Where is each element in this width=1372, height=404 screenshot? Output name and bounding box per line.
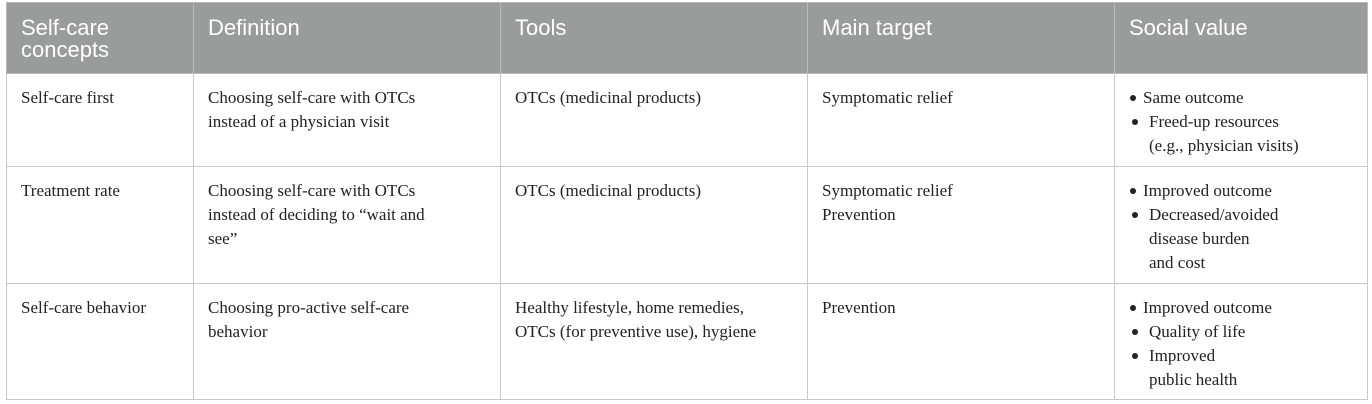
bullet-text: Decreased/avoided	[1149, 204, 1279, 224]
text-line: Choosing self-care with OTCs	[208, 180, 416, 200]
header-tools: Tools	[501, 3, 808, 74]
cell-main-target	[808, 74, 1115, 167]
bullet-text: Improved outcome	[1143, 180, 1272, 200]
text-line: OTCs (for preventive use), hygiene	[515, 322, 757, 342]
bullet-text: and cost	[1149, 252, 1206, 272]
text-line: instead of a physician visit	[208, 112, 390, 131]
text-line: see”	[208, 228, 238, 248]
cell-tools	[501, 74, 808, 167]
bullet-text: public health	[1149, 370, 1238, 390]
cell-main-target	[808, 284, 1115, 400]
bullet-icon	[1132, 329, 1138, 335]
list-item	[1129, 296, 1353, 320]
bullet-icon	[1130, 95, 1136, 101]
cell-tools	[501, 166, 808, 284]
cell-main-target	[808, 166, 1115, 284]
table-row	[7, 166, 1368, 284]
bullet-icon	[1130, 188, 1136, 194]
bullet-list	[1129, 296, 1353, 392]
cell-definition	[194, 74, 501, 167]
bullet-icon	[1132, 212, 1138, 218]
bullet-list	[1129, 179, 1353, 275]
bullet-icon	[1132, 353, 1138, 359]
text-line: OTCs (medicinal products)	[515, 88, 702, 107]
header-social-value: Social value	[1115, 3, 1368, 74]
cell-concept: Self-care first	[7, 74, 194, 167]
header-main-target: Main target	[808, 3, 1115, 74]
text-line: Prevention	[822, 298, 896, 318]
cell-definition	[194, 166, 501, 284]
table-row	[7, 284, 1368, 400]
cell-social-value	[1115, 284, 1368, 400]
bullet-icon	[1130, 305, 1136, 311]
bullet-icon	[1132, 119, 1138, 125]
bullet-text: disease burden	[1149, 228, 1250, 248]
header-line: Self-care concepts	[21, 15, 110, 62]
header-row	[7, 3, 1368, 74]
list-item	[1129, 179, 1353, 203]
cell-social-value	[1115, 74, 1368, 167]
header-definition: Definition	[194, 3, 501, 74]
bullet-text: Freed-up resources	[1149, 112, 1279, 131]
list-item	[1129, 110, 1353, 158]
text-line: behavior	[208, 322, 268, 342]
bullet-text: Quality of life	[1149, 322, 1246, 342]
cell-concept: Self-care behavior	[7, 284, 194, 400]
text-line: Prevention	[822, 204, 896, 224]
cell-concept: Treatment rate	[7, 166, 194, 284]
bullet-text: Improved	[1149, 346, 1216, 366]
bullet-text: Same outcome	[1143, 88, 1244, 107]
cell-social-value	[1115, 166, 1368, 284]
text-line: Symptomatic relief	[822, 88, 953, 107]
table-row	[7, 74, 1368, 167]
bullet-text: (e.g., physician visits)	[1149, 136, 1299, 155]
header-self-care-concepts	[7, 3, 194, 74]
text-line: Healthy lifestyle, home remedies,	[515, 298, 744, 318]
bullet-text: Improved outcome	[1143, 298, 1272, 318]
list-item	[1129, 203, 1353, 275]
cell-tools	[501, 284, 808, 400]
list-item	[1129, 86, 1353, 110]
self-care-table	[6, 2, 1368, 400]
cell-definition	[194, 284, 501, 400]
list-item	[1129, 344, 1353, 392]
bullet-list	[1129, 86, 1353, 158]
text-line: OTCs (medicinal products)	[515, 180, 702, 200]
list-item	[1129, 320, 1353, 344]
text-line: instead of deciding to “wait and	[208, 204, 425, 224]
text-line: Choosing pro-active self-care	[208, 298, 410, 318]
text-line: Symptomatic relief	[822, 180, 953, 200]
text-line: Choosing self-care with OTCs	[208, 88, 416, 107]
